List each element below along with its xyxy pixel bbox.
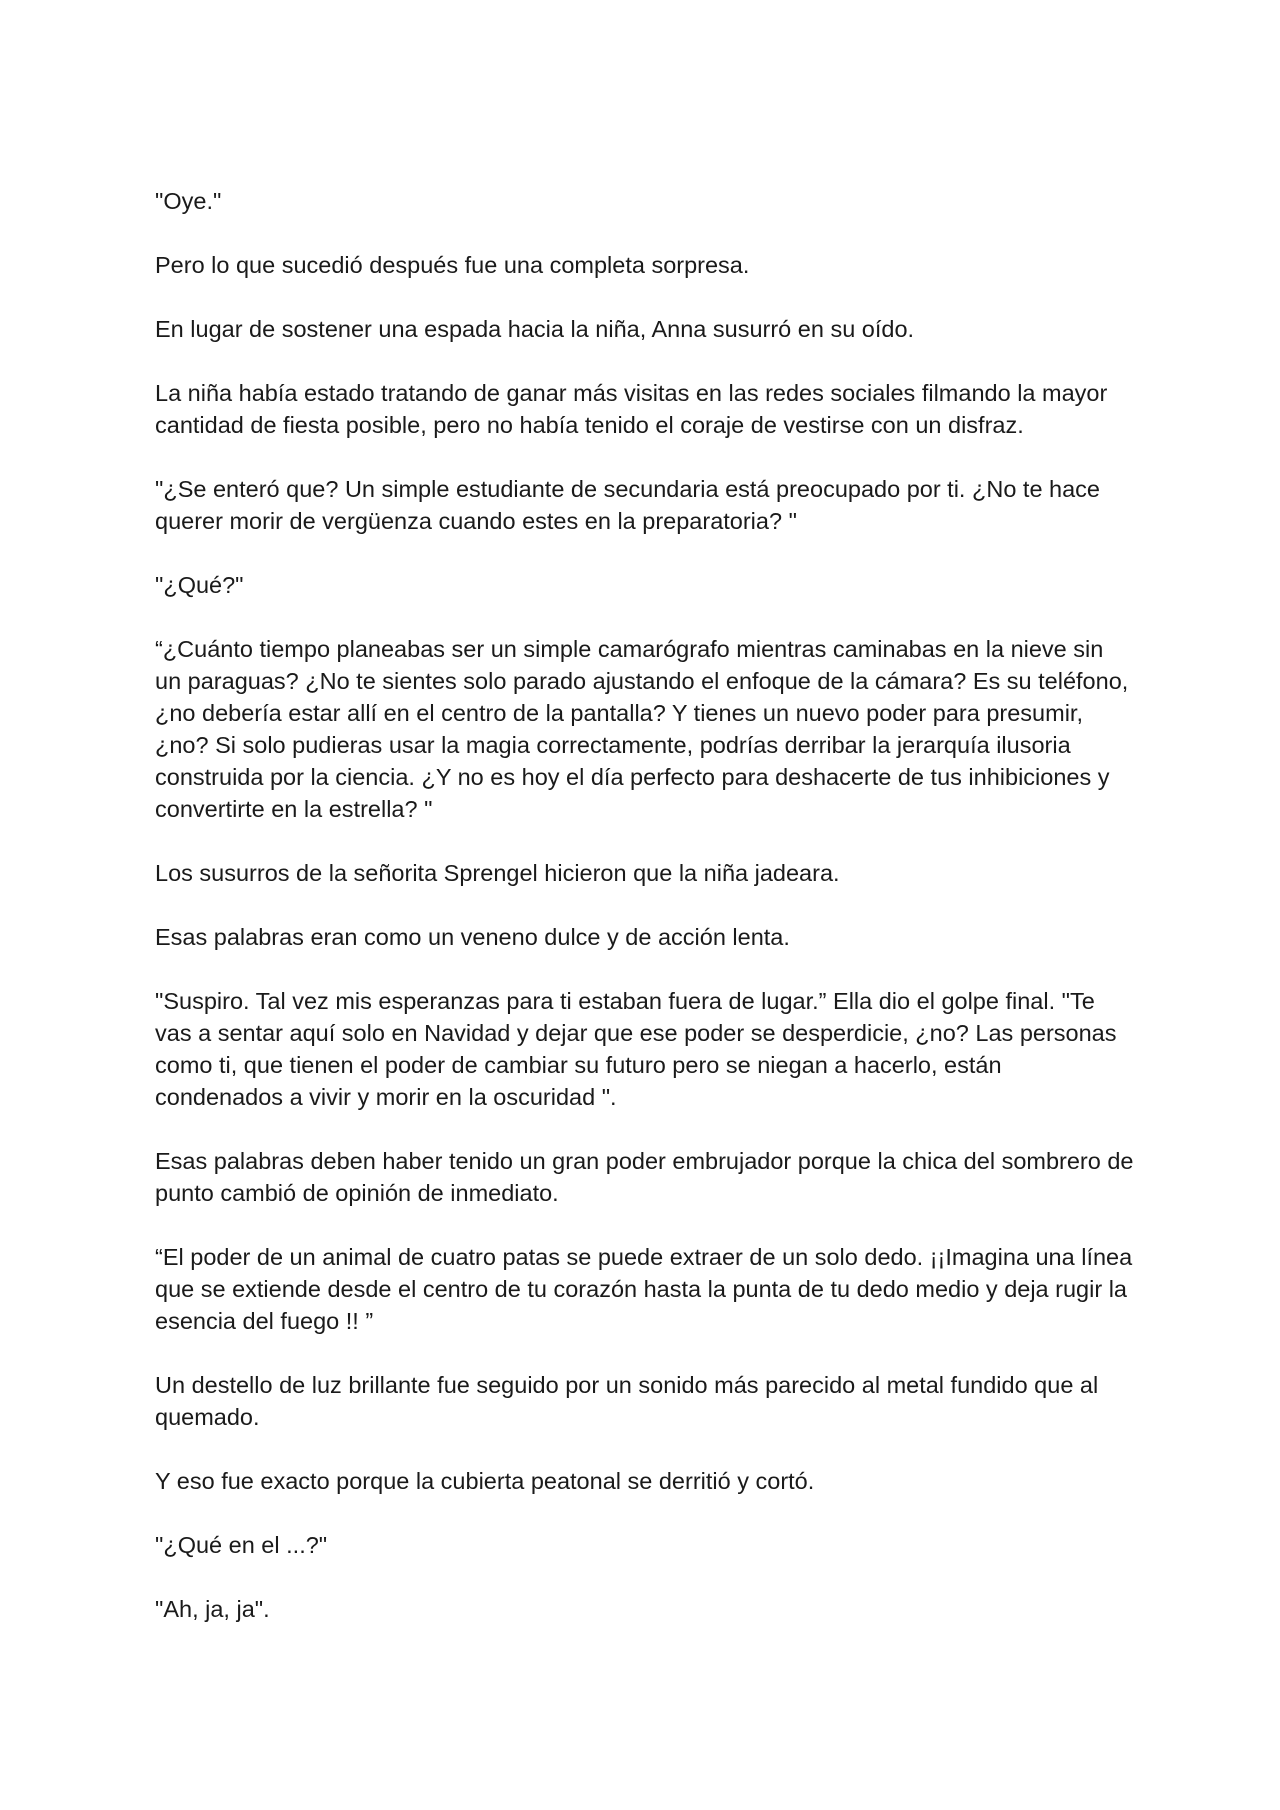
paragraph: "¿Qué en el ...?" — [155, 1532, 328, 1558]
paragraph: La niña había estado tratando de ganar más visitas en las redes sociales filmando la mayor cantidad de fiesta posible, pero no había tenido el coraje de vestirse con un disfraz. — [155, 380, 1108, 438]
paragraph: "¿Se enteró que? Un simple estudiante de secundaria está preocupado por ti. ¿No te hace querer morir de vergüenza cuando estes en la preparatoria? " — [155, 476, 1101, 534]
paragraph: Un destello de luz brillante fue seguido por un sonido más parecido al metal fundido que al quemado. — [155, 1372, 1099, 1430]
paragraph: “El poder de un animal de cuatro patas se puede extraer de un solo dedo. ¡¡Imagina una línea que se extiende desde el centro de tu corazón hasta la punta de tu dedo medio y deja rugir la esencia del fuego !! ” — [155, 1244, 1133, 1334]
paragraph: "¿Qué?" — [155, 572, 244, 598]
paragraph: "Oye." — [155, 188, 222, 214]
paragraph: "Ah, ja, ja". — [155, 1596, 270, 1622]
paragraph: “¿Cuánto tiempo planeabas ser un simple camarógrafo mientras caminabas en la nieve sin un paraguas? ¿No te sientes solo parado ajustando el enfoque de la cámara? Es su teléfono, ¿no debería estar allí en el centro de la pantalla? Y tienes un nuevo poder para presumir, ¿no? Si solo pudieras usar la magia correctamente, podrías derribar la jerarquía ilusoria construida por la ciencia. ¿Y no es hoy el día perfecto para deshacerte de tus inhibiciones y convertirte en la estrella? " — [155, 636, 1129, 822]
paragraph: Y eso fue exacto porque la cubierta peatonal se derritió y cortó. — [155, 1468, 815, 1494]
document-body — [155, 185, 1135, 1657]
paragraph: Esas palabras eran como un veneno dulce y de acción lenta. — [155, 924, 790, 950]
paragraph: "Suspiro. Tal vez mis esperanzas para ti estaban fuera de lugar.” Ella dio el golpe final. "Te vas a sentar aquí solo en Navidad y dejar que ese poder se desperdicie, ¿no? Las personas como ti, que tienen el poder de cambiar su futuro pero se niegan a hacerlo, están condenados a vivir y morir en la oscuridad ". — [155, 988, 1117, 1110]
paragraph: Los susurros de la señorita Sprengel hicieron que la niña jadeara. — [155, 860, 840, 886]
paragraph: En lugar de sostener una espada hacia la niña, Anna susurró en su oído. — [155, 316, 915, 342]
paragraph: Pero lo que sucedió después fue una completa sorpresa. — [155, 252, 750, 278]
paragraph: Esas palabras deben haber tenido un gran poder embrujador porque la chica del sombrero de punto cambió de opinión de inmediato. — [155, 1148, 1134, 1206]
